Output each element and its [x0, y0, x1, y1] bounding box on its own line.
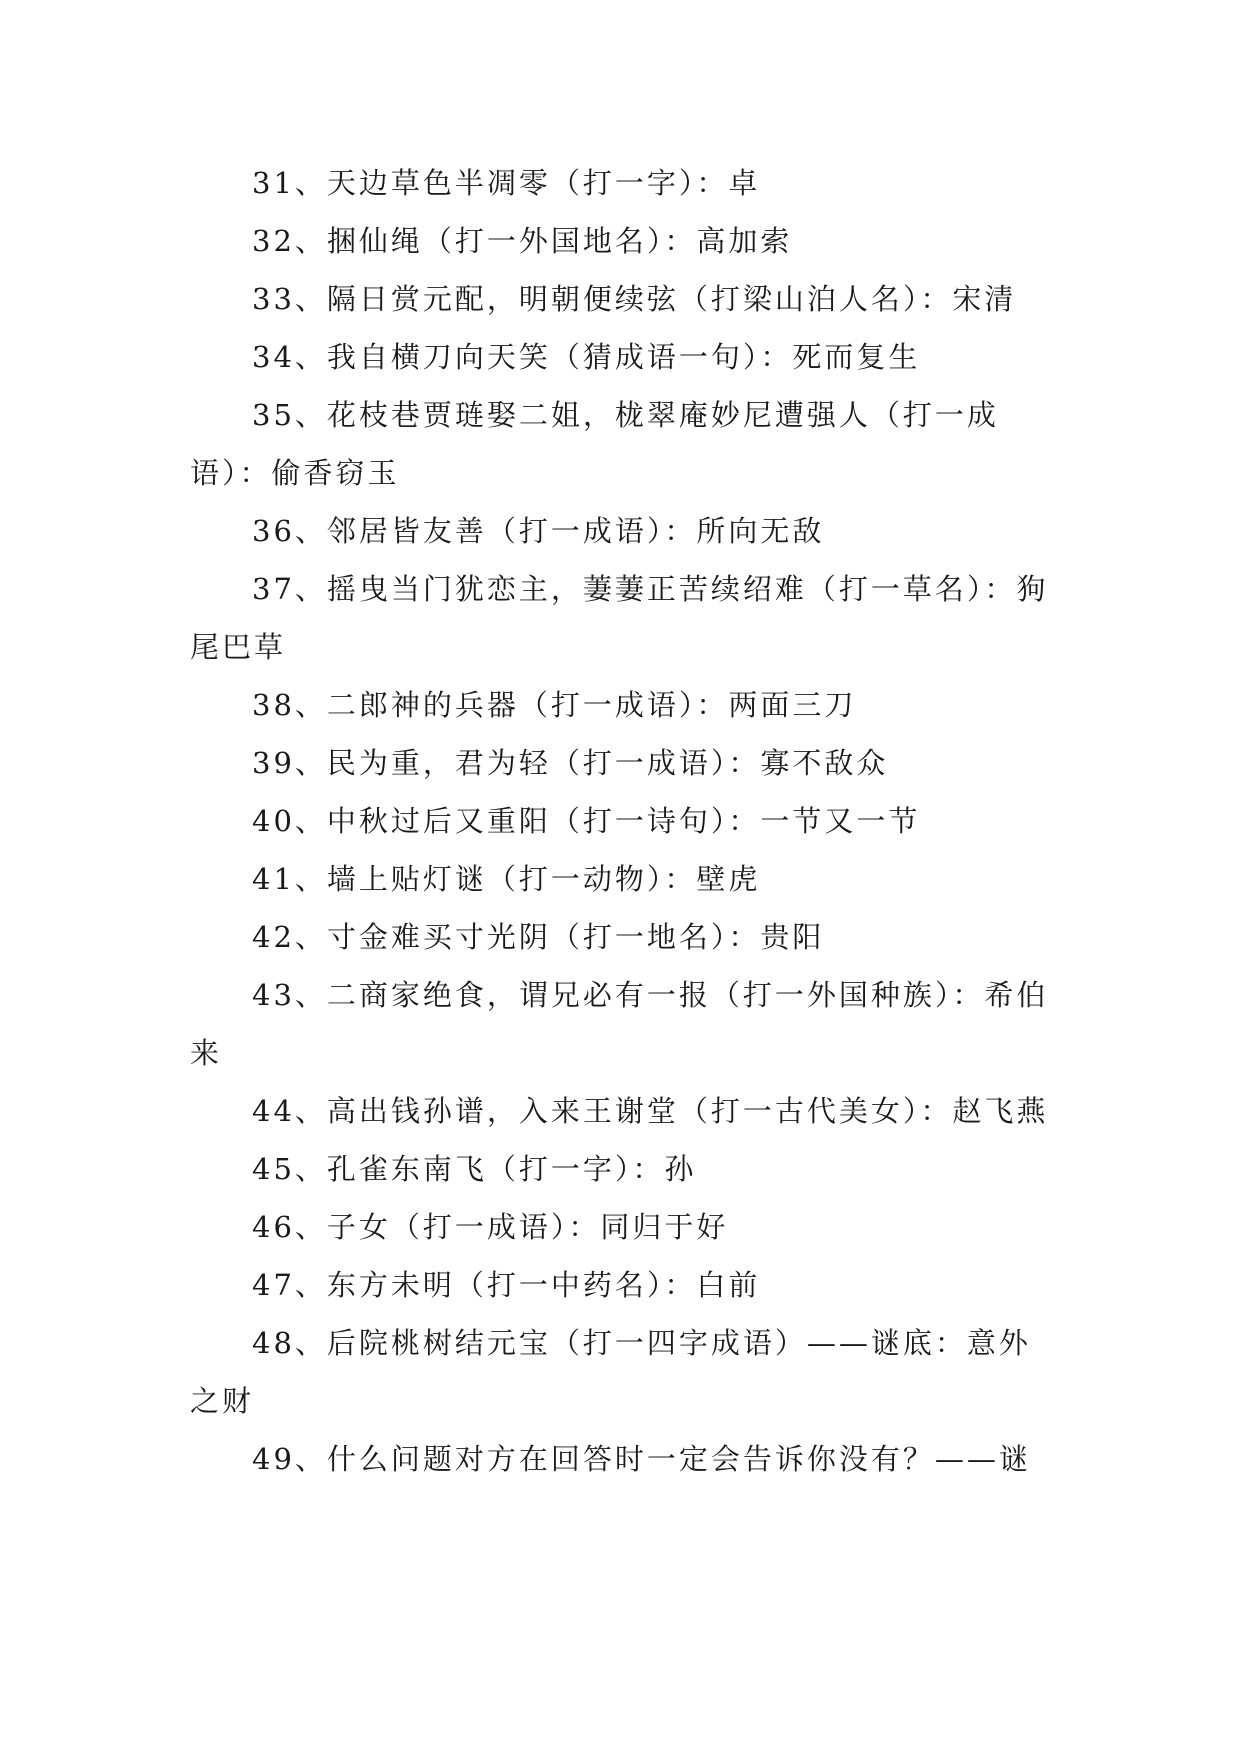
riddle-37: 37、摇曳当门犹恋主，萋萋正苦续绍难（打一草名）：狗尾巴草 — [190, 572, 1049, 664]
riddle-list — [190, 154, 1050, 1488]
riddle-44: 44、高出钱孙谱，入来王谢堂（打一古代美女）：赵飞燕 — [252, 1094, 1049, 1128]
riddle-32: 32、捆仙绳（打一外国地名）：高加索 — [252, 224, 793, 258]
riddle-35: 35、花枝巷贾琏娶二姐，栊翠庵妙尼遭强人（打一成语）：偷香窃玉 — [190, 398, 999, 490]
riddle-43: 43、二商家绝食，谓兄必有一报（打一外国种族）：希伯来 — [190, 978, 1049, 1070]
riddle-48: 48、后院桃树结元宝（打一四字成语）——谜底：意外之财 — [190, 1326, 1031, 1418]
riddle-42: 42、寸金难买寸光阴（打一地名）：贵阳 — [252, 920, 825, 954]
riddle-33: 33、隔日赏元配，明朝便续弦（打梁山泊人名）：宋清 — [252, 282, 1017, 316]
riddle-38: 38、二郎神的兵器（打一成语）：两面三刀 — [252, 688, 857, 722]
riddle-31: 31、天边草色半凋零（打一字）：卓 — [252, 166, 761, 200]
riddle-46: 46、子女（打一成语）：同归于好 — [252, 1210, 729, 1244]
riddle-40: 40、中秋过后又重阳（打一诗句）：一节又一节 — [252, 804, 921, 838]
riddle-45: 45、孔雀东南飞（打一字）：孙 — [252, 1152, 697, 1186]
riddle-41: 41、墙上贴灯谜（打一动物）：壁虎 — [252, 862, 761, 896]
riddle-47: 47、东方未明（打一中药名）：白前 — [252, 1268, 761, 1302]
riddle-49: 49、什么问题对方在回答时一定会告诉你没有？——谜 — [252, 1442, 1031, 1476]
riddle-36: 36、邻居皆友善（打一成语）：所向无敌 — [252, 514, 825, 548]
riddle-39: 39、民为重，君为轻（打一成语）：寡不敌众 — [252, 746, 889, 780]
riddle-34: 34、我自横刀向天笑（猜成语一句）：死而复生 — [252, 340, 921, 374]
